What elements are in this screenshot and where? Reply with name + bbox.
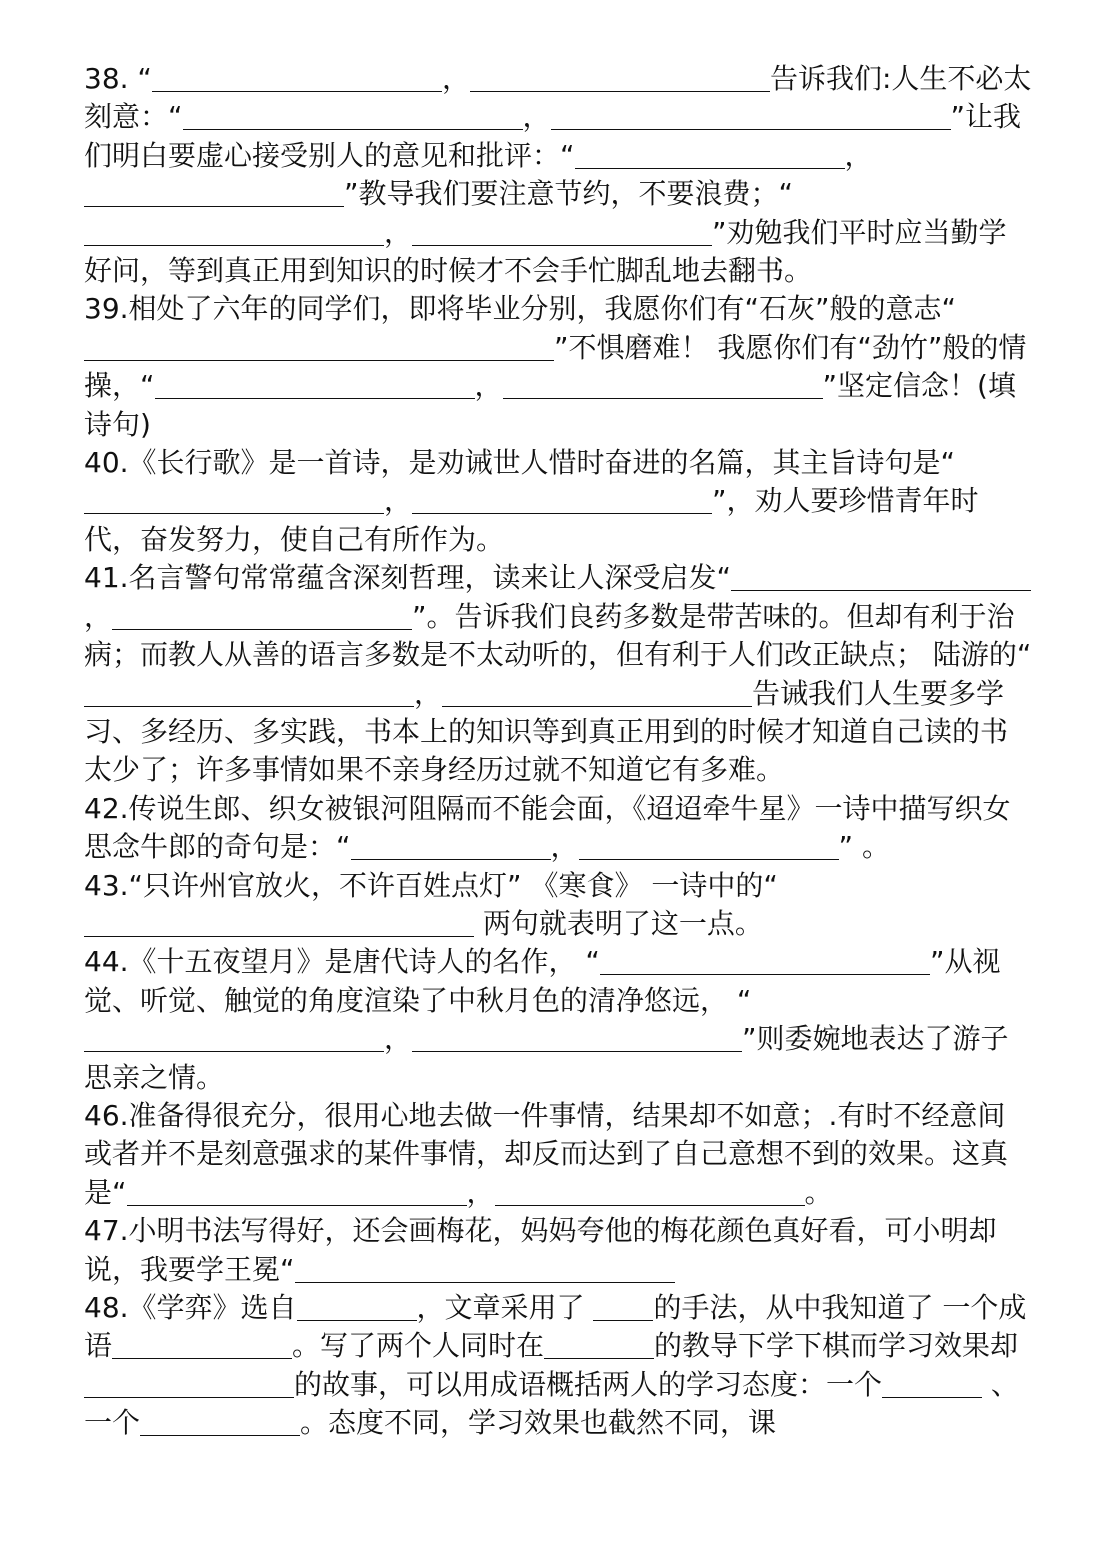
question-text: ， — [844, 138, 873, 172]
question-q44 — [84, 943, 1032, 1097]
question-q41 — [84, 559, 1032, 789]
question-text: ，文章采用了 — [416, 1291, 594, 1324]
question-text: 。态度不同，学习效果也截然不同，课 — [300, 1406, 777, 1440]
answer-blank[interactable] — [731, 560, 1031, 591]
answer-blank[interactable] — [295, 1252, 675, 1283]
question-text: 42.传说生郎、织女被银河阻隔而不能会面，《迢迢牵牛星》一诗中描写织女思念牛郎的奇句是：“ — [84, 791, 1011, 864]
question-text: 的手法，从中我知道了 一个成语 — [84, 1291, 1027, 1363]
question-text: ， — [384, 484, 413, 518]
answer-blank[interactable] — [84, 215, 384, 246]
question-text: ”。告诉我们良药多数是带苦味的。但却有利于治病；而教人从善的语言多数是不太动听的，但有利于人们改正缺点； 陆游的“ — [84, 599, 1032, 672]
question-text: 38. “ — [84, 62, 152, 95]
question-text: ”让我们明白要虚心接受别人的意见和批评：“ — [84, 100, 1022, 172]
answer-blank[interactable] — [412, 1021, 742, 1052]
question-text: ”则委婉地表达了游子思亲之情。 — [84, 1022, 1009, 1094]
question-q43 — [84, 867, 1032, 944]
question-text: ”劝勉我们平时应当勤学好问，等到真正用到知识的时候才不会手忙脚乱地去翻书。 — [84, 215, 1007, 288]
answer-blank[interactable] — [152, 61, 442, 92]
question-text: ， — [522, 100, 551, 134]
question-text: ， — [466, 1175, 495, 1209]
question-text: ， — [550, 830, 579, 864]
answer-blank[interactable] — [140, 1405, 300, 1436]
answer-blank[interactable] — [183, 99, 523, 130]
question-text: 的教导下学下棋而学习效果却 — [654, 1329, 1019, 1363]
answer-blank[interactable] — [600, 944, 930, 975]
question-text: 。 — [804, 1175, 833, 1209]
question-text: 、一个 — [84, 1367, 1019, 1440]
answer-blank[interactable] — [882, 1367, 982, 1398]
answer-blank[interactable] — [112, 1328, 292, 1359]
answer-blank[interactable] — [551, 99, 951, 130]
question-text: ， — [474, 369, 503, 403]
question-text: ”不惧磨难！ 我愿你们有“劲竹”般的情操，“ — [84, 330, 1027, 403]
question-q38 — [84, 60, 1032, 290]
question-text: 44.《十五夜望月》是唐代诗人的名作， “ — [84, 945, 600, 979]
answer-blank[interactable] — [127, 1175, 467, 1206]
question-text: 47.小明书法写得好，还会画梅花，妈妈夸他的梅花颜色真好看，可小明却说，我要学王冕“ — [84, 1214, 997, 1286]
question-text: ”，劝人要珍惜青年时代，奋发努力，使自己有所作为。 — [84, 484, 979, 556]
answer-blank[interactable] — [470, 61, 770, 92]
question-text: ”坚定信念！(填诗句) — [84, 369, 1016, 441]
question-text: 。写了两个人同时在 — [292, 1329, 545, 1363]
answer-blank[interactable] — [297, 1290, 417, 1321]
answer-blank[interactable] — [544, 1328, 654, 1359]
question-text: ” 。 — [838, 830, 890, 864]
question-text: ， — [414, 676, 443, 710]
answer-blank[interactable] — [575, 138, 845, 169]
question-text: ， — [384, 1022, 413, 1056]
answer-blank[interactable] — [84, 1021, 384, 1052]
question-q39 — [84, 290, 1032, 444]
question-text: 48.《学弈》选自 — [84, 1291, 297, 1324]
question-text: 告诫我们人生要多学习、多经历、多实践，书本上的知识等到真正用到的时候才知道自己读的书太少了；许多事情如果不亲身经历过就不知道它有多难。 — [84, 676, 1009, 787]
question-text: ， — [84, 599, 113, 633]
answer-blank[interactable] — [412, 483, 712, 514]
question-list — [84, 60, 1032, 1443]
question-text: ”从视觉、听觉、触觉的角度渲染了中秋月色的清净悠远， “ — [84, 945, 1001, 1017]
question-text: 两句就表明了这一点。 — [474, 906, 763, 940]
question-text: ”教导我们要注意节约，不要浪费；“ — [344, 177, 794, 211]
question-text: 41.名言警句常常蕴含深刻哲理，读来让人深受启发“ — [84, 561, 732, 595]
answer-blank[interactable] — [84, 676, 414, 707]
question-text: ， — [441, 62, 470, 95]
question-q47 — [84, 1212, 1032, 1289]
question-text: 的故事，可以用成语概括两人的学习态度：一个 — [294, 1367, 883, 1401]
question-text: 46.准备得很充分，很用心地去做一件事情，结果却不如意；.有时不经意间或者并不是刻意强求的某件事情，却反而达到了自己意想不到的效果。这真是“ — [84, 1098, 1009, 1209]
answer-blank[interactable] — [112, 599, 412, 630]
answer-blank[interactable] — [351, 829, 551, 860]
question-q42 — [84, 790, 1032, 867]
answer-blank[interactable] — [84, 483, 384, 514]
question-text: 告诉我们:人生不必太刻意：“ — [84, 62, 1032, 134]
question-text: 43.“只许州官放火，不许百姓点灯” 《寒食》 一诗中的“ — [84, 868, 778, 902]
answer-blank[interactable] — [84, 176, 344, 207]
answer-blank[interactable] — [84, 906, 474, 937]
answer-blank[interactable] — [579, 829, 839, 860]
question-text: ， — [384, 215, 413, 249]
answer-blank[interactable] — [412, 215, 712, 246]
answer-blank[interactable] — [84, 1367, 294, 1398]
question-q48 — [84, 1289, 1032, 1443]
answer-blank[interactable] — [155, 368, 475, 399]
question-text: 39.相处了六年的同学们，即将毕业分别，我愿你们有“石灰”般的意志“ — [84, 292, 957, 326]
answer-blank[interactable] — [495, 1175, 805, 1206]
answer-blank[interactable] — [593, 1290, 653, 1321]
question-q40 — [84, 444, 1032, 559]
question-q46 — [84, 1097, 1032, 1212]
answer-blank[interactable] — [84, 330, 554, 361]
answer-blank[interactable] — [503, 368, 823, 399]
question-text: 40.《长行歌》是一首诗，是劝诫世人惜时奋进的名篇，其主旨诗句是“ — [84, 446, 956, 480]
answer-blank[interactable] — [442, 676, 752, 707]
